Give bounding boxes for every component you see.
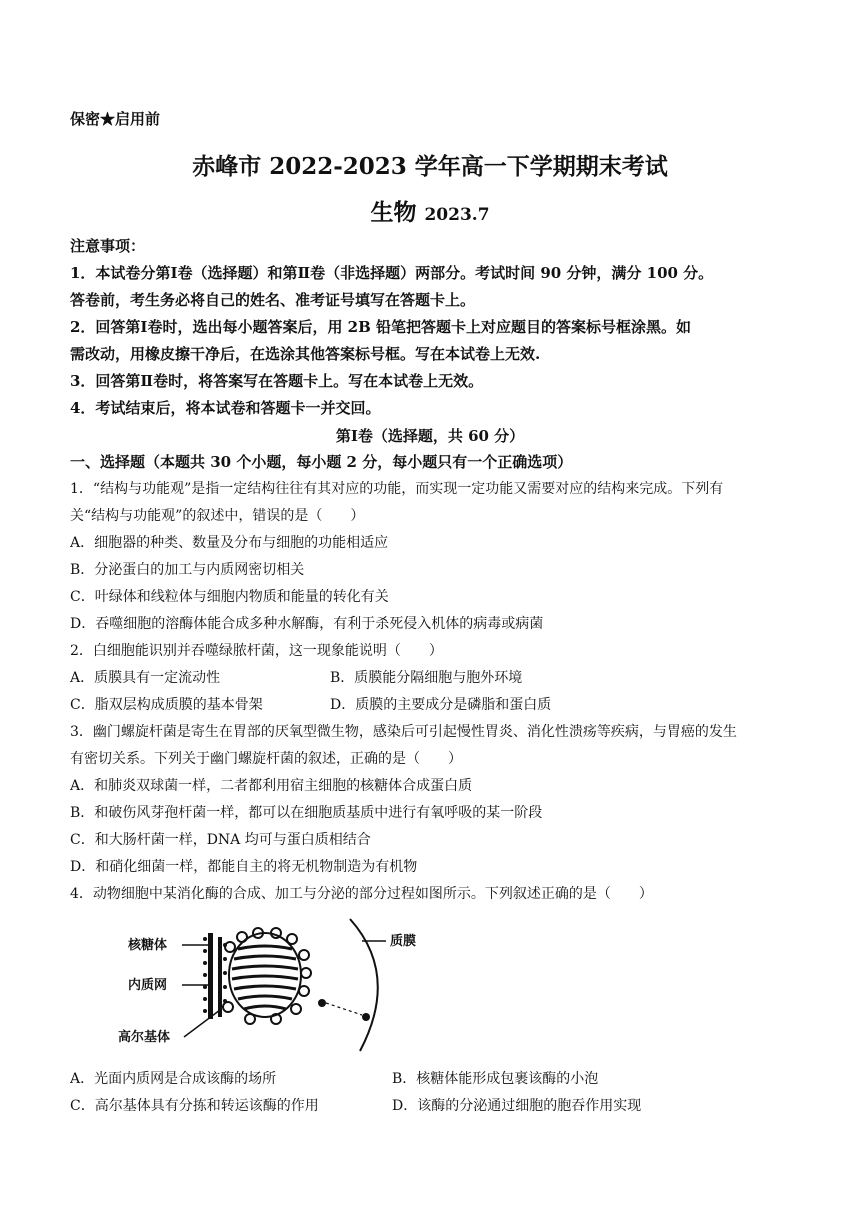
exam-subtitle [0, 194, 860, 227]
ribosome-dots [203, 937, 227, 1013]
q1-option-a: A．细胞器的种类、数量及分布与细胞的功能相适应 [70, 535, 389, 551]
notes-line: 2．回答第Ⅰ卷时，选出每小题答案后，用 2B 铅笔把答题卡上对应题目的答案标号框涂黑。如 [70, 318, 692, 336]
vesicle [318, 999, 326, 1007]
q2-option-a: A．质膜具有一定流动性 [70, 670, 221, 686]
q2-option-d: D．质膜的主要成分是磷脂和蛋白质 [330, 697, 552, 713]
q4-option-b: B．核糖体能形成包裹该酶的小泡 [392, 1071, 599, 1087]
membrane-label: 质膜 [390, 934, 417, 949]
q4-option-d: D．该酶的分泌通过细胞的胞吞作用实现 [392, 1098, 642, 1114]
golgi-label: 高尔基体 [118, 1030, 171, 1045]
q1-option-d: D．吞噬细胞的溶酶体能合成多种水解酶，有利于杀死侵入机体的病毒或病菌 [70, 616, 544, 632]
q3-option-b: B．和破伤风芽孢杆菌一样，都可以在细胞质基质中进行有氧呼吸的某一阶段 [70, 805, 543, 821]
section-title: 第Ⅰ卷（选择题，共 60 分） [335, 427, 525, 445]
confidential-label: 保密★启用前 [70, 110, 161, 128]
q2-option-c: C．脂双层构成质膜的基本骨架 [70, 697, 263, 713]
plasma-membrane [350, 919, 378, 1051]
q4-option-c: C．高尔基体具有分拣和转运该酶的作用 [70, 1098, 319, 1114]
q2-option-b: B．质膜能分隔细胞与胞外环境 [330, 670, 523, 686]
q3-stem-line2: 有密切关系。下列关于幽门螺旋杆菌的叙述，正确的是（ ） [70, 751, 462, 767]
q1-stem-line1: 1．“结构与功能观”是指一定结构往往有其对应的功能，而实现一定功能又需要对应的结构来完成。下列有 [70, 481, 724, 497]
q3-option-a: A．和肺炎双球菌一样，二者都利用宿主细胞的核糖体合成蛋白质 [70, 778, 473, 794]
golgi-leader [184, 1010, 220, 1037]
ribosome-label: 核糖体 [128, 938, 168, 953]
er-label: 内质网 [128, 978, 168, 993]
notes-line: 1．本试卷分第Ⅰ卷（选择题）和第Ⅱ卷（非选择题）两部分。考试时间 90 分钟，满分 100 分。 [70, 264, 714, 282]
notes-title: 注意事项： [70, 237, 146, 255]
notes-line: 答卷前，考生务必将自己的姓名、准考证号填写在答题卡上。 [70, 291, 476, 309]
vesicle-path [326, 1003, 362, 1015]
q1-stem-line2: 关“结构与功能观”的叙述中，错误的是（ ） [70, 508, 365, 524]
notes-line: 3．回答第Ⅱ卷时，将答案写在答题卡上。写在本试卷上无效。 [70, 372, 484, 390]
er-strip [218, 937, 222, 1017]
q4-stem: 4．动物细胞中某消化酶的合成、加工与分泌的部分过程如图所示。下列叙述正确的是（ ） [70, 886, 653, 902]
q2-stem: 2．白细胞能识别并吞噬绿脓杆菌，这一现象能说明（ ） [70, 643, 443, 659]
q3-stem-line1: 3．幽门螺旋杆菌是寄生在胃部的厌氧型微生物，感染后可引起慢性胃炎、消化性溃疡等疾病，与胃癌的发生 [70, 724, 737, 740]
subject-label: 生物 [370, 199, 417, 226]
q1-option-b: B．分泌蛋白的加工与内质网密切相关 [70, 562, 305, 578]
notes-line: 4．考试结束后，将本试卷和答题卡一并交回。 [70, 399, 381, 417]
q3-option-c: C．和大肠杆菌一样，DNA 均可与蛋白质相结合 [70, 832, 371, 848]
vesicle-fusing [362, 1013, 370, 1021]
er-strip [208, 933, 213, 1019]
part-title: 一、选择题（本题共 30 个小题，每小题 2 分，每小题只有一个正确选项） [70, 453, 573, 471]
notes-line: 需改动，用橡皮擦干净后，在选涂其他答案标号框。写在本试卷上无效. [70, 345, 541, 363]
exam-title: 赤峰市 2022-2023 学年高一下学期期末考试 [192, 153, 668, 180]
q3-option-d: D．和硝化细菌一样，都能自主的将无机物制造为有机物 [70, 859, 418, 875]
golgi-apparatus [223, 928, 311, 1024]
q1-option-c: C．叶绿体和线粒体与细胞内物质和能量的转化有关 [70, 589, 389, 605]
exam-date: 2023.7 [424, 205, 490, 225]
q4-option-a: A．光面内质网是合成该酶的场所 [70, 1071, 277, 1087]
cell-secretion-figure [110, 915, 440, 1055]
